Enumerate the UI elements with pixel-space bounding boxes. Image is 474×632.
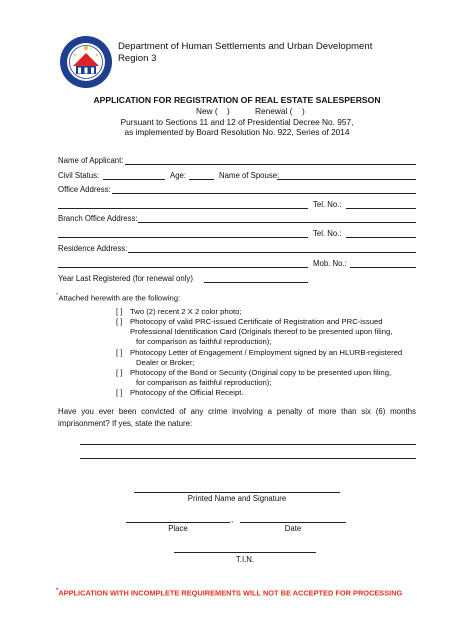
place-label: Place: [168, 524, 188, 533]
office-address-field-line-2[interactable]: [58, 208, 308, 209]
place-date-comma: ,: [231, 515, 234, 524]
mob-no-field[interactable]: [350, 267, 416, 268]
requirement-bond-line-2: for comparison as faithful reproduction);: [136, 378, 272, 387]
tel-no-1-label: Tel. No.:: [313, 200, 342, 209]
residence-address-field[interactable]: [128, 252, 416, 253]
age-field[interactable]: [189, 179, 214, 180]
tin-label: T.I.N.: [235, 555, 255, 564]
requirement-official-receipt: Photocopy of the Official Receipt.: [130, 388, 244, 397]
tel-no-2-label: Tel. No.:: [313, 229, 342, 238]
footer-star: *: [56, 588, 59, 594]
branch-office-address-field[interactable]: [138, 222, 416, 223]
residence-address-label: Residence Address:: [58, 244, 128, 253]
requirement-prc-line-2: Professional Identification Card (Originals thereof to be presented upon filing,: [130, 327, 393, 336]
pursuant-line-2: as implemented by Board Resolution No. 922, Series of 2014: [124, 127, 350, 137]
civil-status-label: Civil Status:: [58, 171, 100, 180]
checkbox-prc-certificate[interactable]: [ ]: [116, 317, 123, 326]
incomplete-requirements-note: [56, 588, 402, 597]
agency-line-1: Department of Human Settlements and Urban Development: [118, 41, 373, 52]
civil-status-field[interactable]: [103, 179, 165, 180]
age-label: Age:: [170, 171, 187, 180]
renewal-label: Renewal (: [255, 106, 293, 116]
requirement-photo: Two (2) recent 2 X 2 color photo;: [130, 307, 242, 316]
branch-office-address-label: Branch Office Address:: [58, 214, 138, 223]
requirement-letter-line-1: Photocopy Letter of Engagement / Employment signed by an HLURB-registered: [130, 348, 403, 357]
year-last-registered-label: Year Last Registered (for renewal only): [58, 274, 193, 283]
date-label: Date: [284, 524, 302, 533]
mob-no-label: Mob. No.:: [313, 259, 347, 268]
attachments-heading-text: Attached herewith are the following:: [58, 293, 181, 303]
tin-line[interactable]: [174, 552, 316, 553]
year-last-registered-field[interactable]: [204, 282, 308, 283]
name-of-spouse-field[interactable]: [277, 179, 416, 180]
printed-name-signature-line[interactable]: [134, 492, 340, 493]
requirement-letter-line-2: Dealer or Broker;: [136, 358, 195, 367]
checkbox-photo[interactable]: [ ]: [116, 307, 123, 316]
office-address-field[interactable]: [112, 193, 416, 194]
office-address-label: Office Address:: [58, 185, 111, 194]
dhsud-seal-icon: [59, 35, 113, 89]
name-of-spouse-label: Name of Spouse:: [219, 171, 280, 180]
pursuant-line-1: Pursuant to Sections 11 and 12 of Presidential Decree No. 957,: [120, 117, 354, 127]
agency-name: [118, 41, 372, 64]
conviction-nature-field-2[interactable]: [80, 458, 416, 459]
name-of-applicant-label: Name of Applicant:: [58, 156, 124, 165]
attachments-heading: [56, 293, 180, 303]
new-close: ): [227, 106, 230, 116]
name-of-applicant-field[interactable]: [125, 164, 416, 165]
conviction-question: Have you ever been convicted of any crime involving a penalty of more than six (6) months imprisonment? If yes, state the nature:: [58, 407, 416, 428]
checkbox-letter-of-engagement[interactable]: [ ]: [116, 348, 123, 357]
requirement-prc-line-1: Photocopy of valid PRC-issued Certificate of Registration and PRC-issued: [130, 317, 383, 326]
requirement-bond-line-1: Photocopy of the Bond or Security (Original copy to be presented upon filing,: [130, 368, 392, 377]
new-label: New (: [196, 106, 218, 116]
tel-no-2-field[interactable]: [346, 237, 416, 238]
printed-name-signature-label: Printed Name and Signature: [187, 494, 287, 503]
residence-address-field-line-2[interactable]: [58, 267, 308, 268]
tel-no-1-field[interactable]: [346, 208, 416, 209]
footer-note-text: APPLICATION WITH INCOMPLETE REQUIREMENTS WILL NOT BE ACCEPTED FOR PROCESSING: [58, 588, 403, 598]
form-title: APPLICATION FOR REGISTRATION OF REAL ESTATE SALESPERSON: [93, 95, 381, 105]
checkbox-bond[interactable]: [ ]: [116, 368, 123, 377]
agency-line-2: Region 3: [118, 52, 157, 64]
place-line[interactable]: [126, 522, 230, 523]
date-line[interactable]: [240, 522, 346, 523]
branch-office-address-field-line-2[interactable]: [58, 237, 308, 238]
conviction-nature-field-1[interactable]: [80, 444, 416, 445]
required-star: *: [56, 293, 59, 299]
requirement-prc-line-3: for comparison as faithful reproduction);: [136, 337, 272, 346]
checkbox-official-receipt[interactable]: [ ]: [116, 388, 123, 397]
renewal-close: ): [302, 106, 305, 116]
